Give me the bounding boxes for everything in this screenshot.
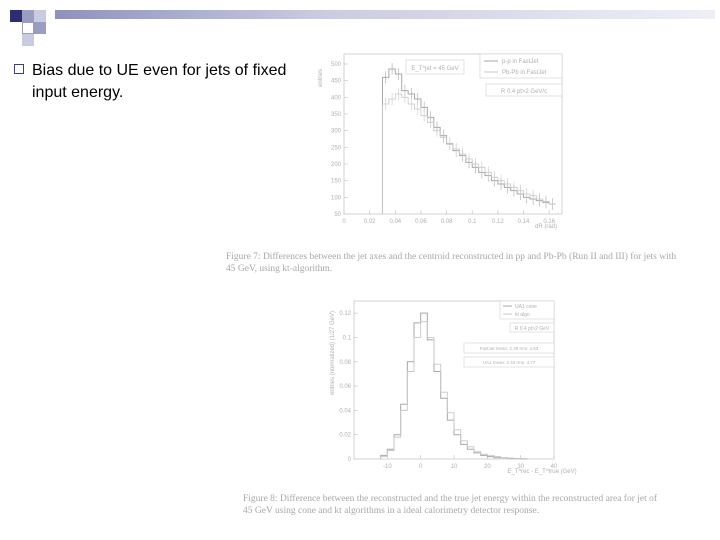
- y-tick-label: 200: [330, 162, 341, 168]
- deco-square-1: [10, 10, 22, 22]
- y-tick-label: 100: [330, 195, 341, 202]
- deco-square-2: [22, 10, 34, 22]
- figure-2-caption: Figure 8: Difference between the reconstructed and the true jet energy within the reconstructed area for jet of 45 GeV using cone and kt algorithms in a ideal calorimetry detector response.: [243, 494, 658, 516]
- y-tick-label: 0.02: [339, 432, 351, 439]
- y-axis-label: entries: [318, 68, 324, 88]
- legend-entry-pbpb: Pb-Pb in FastJet: [502, 70, 547, 76]
- x-axis-label: dR (rad): [534, 224, 558, 230]
- deco-square-5: [34, 22, 46, 34]
- y-tick-label: 0.12: [339, 311, 351, 318]
- stat-box-text: UA1 mean: 2.43 rms: 4.77: [482, 360, 536, 365]
- y-tick-label: 0.1: [342, 335, 351, 342]
- chart-1-svg: [310, 48, 570, 238]
- x-tick-label: -10: [382, 464, 392, 470]
- figure-2: [322, 293, 577, 483]
- x-tick-label: 0.04: [389, 219, 402, 225]
- bullet-square-icon: [14, 64, 24, 74]
- figure-1: [310, 48, 570, 238]
- x-tick-label: 0.08: [440, 219, 453, 225]
- x-tick-label: 0.02: [363, 219, 376, 225]
- x-tick-label: 0.16: [543, 219, 556, 225]
- y-tick-label: 250: [330, 145, 341, 152]
- y-tick-label: 500: [330, 62, 341, 68]
- x-tick-label: 10: [450, 464, 458, 470]
- figure-1-caption: Figure 7: Differences between the jet axes and the centroid reconstructed in pp and Pb-Pb (Run II and III) for jets with 45 GeV, using kt-algorithm.: [226, 252, 677, 274]
- y-tick-label: 0.08: [339, 359, 351, 366]
- deco-square-4: [22, 22, 34, 34]
- legend-entry-pp: p-p in FastJet: [502, 59, 539, 65]
- x-axis-label: E_T^rec - E_T^true (GeV): [507, 469, 577, 475]
- x-tick-label: 0: [342, 219, 346, 225]
- y-tick-label: 50: [334, 212, 341, 218]
- title-bar-gradient: [55, 10, 715, 19]
- x-tick-label: 0.06: [415, 219, 427, 225]
- y-tick-label: 150: [330, 178, 341, 185]
- chart-2-svg: [322, 293, 577, 483]
- legend-entry-kt: kt algo: [515, 312, 530, 318]
- y-tick-label: 0.06: [339, 384, 351, 391]
- x-tick-label: 0.14: [517, 219, 530, 225]
- param-box-text: R 0.4 pt>2 GeV/c: [500, 89, 548, 95]
- x-tick-label: 30: [517, 464, 525, 470]
- param-box-text: R 0.4 pt>2 GeV: [514, 326, 550, 332]
- y-tick-label: 350: [330, 112, 341, 118]
- bullet-text: Bias due to UE even for jets of fixed input energy.: [32, 62, 287, 101]
- y-tick-label: 300: [330, 128, 341, 135]
- bullet-item: [14, 60, 304, 104]
- x-tick-label: 0.1: [468, 219, 477, 225]
- x-tick-label: 0.12: [492, 219, 504, 225]
- y-tick-label: 0: [347, 457, 351, 463]
- y-tick-label: 400: [330, 95, 341, 102]
- y-tick-label: 0.04: [339, 408, 351, 415]
- legend-entry-ua1: UA1 cone: [515, 304, 537, 310]
- deco-square-3: [34, 10, 46, 22]
- y-tick-label: 450: [330, 78, 341, 85]
- deco-square-6: [22, 34, 34, 46]
- stat-box-text: FastJet mean: 2.29 rms: 4.63: [479, 346, 539, 351]
- legend-ejet-text: E_T^jet = 45 GeV: [411, 66, 459, 72]
- x-tick-label: 0: [418, 464, 423, 470]
- y-axis-label: entries (normalized) (1/27 GeV): [330, 310, 336, 396]
- x-tick-label: 20: [483, 464, 491, 470]
- x-tick-label: 40: [550, 464, 558, 470]
